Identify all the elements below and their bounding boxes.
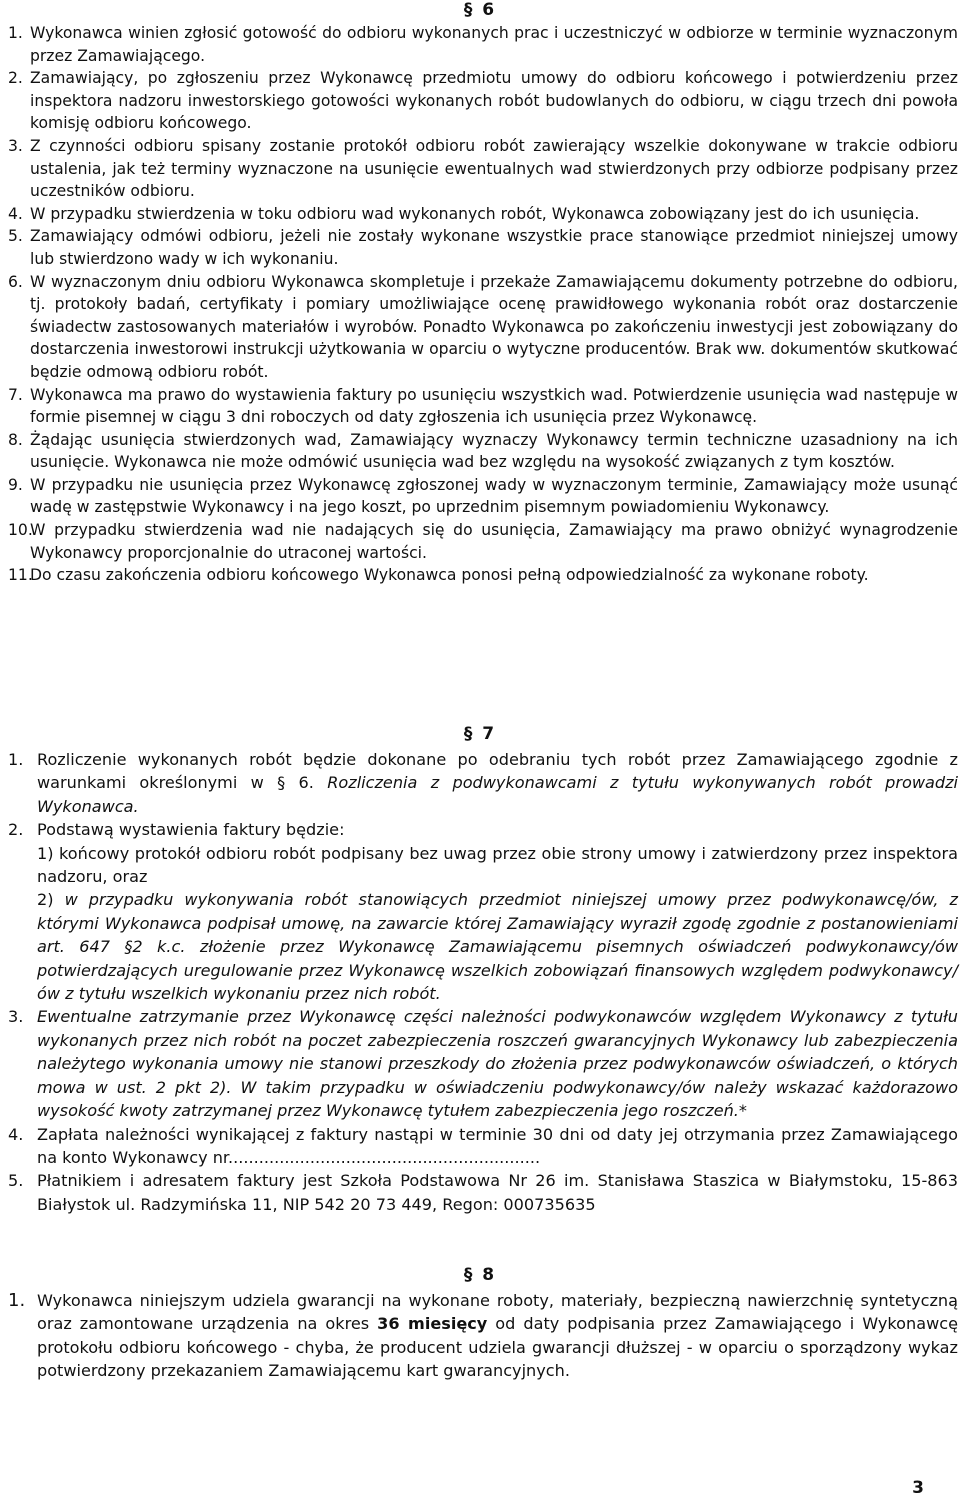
item-text: Wykonawca ma prawo do wystawienia faktury po usunięciu wszystkich wad. Potwierdzenie usunięcia wad następuje w formie pisemnej w ciągu 3 dni roboczych od daty zgłoszenia ich usunięcia przez Wykonawcę. (30, 385, 958, 427)
item-text: od daty podpisania przez Zamawiającego i Wykonawcę protokołu odbioru końcowego - chyba, że producent udziela gwarancji dłuższej - w oparciu o sporządzony wykaz potwierdzony przekazaniem Zamawiającemu kart gwarancyjnych. (37, 1314, 958, 1381)
item-number: 2. (8, 820, 24, 840)
item-text-bold: 36 miesięcy (377, 1314, 488, 1334)
sub-item-text-italic: w przypadku wykonywania robót stanowiących przedmiot niniejszej umowy przez podwykonawcę/ów, z którymi Wykonawca podpisał umowę, na zawarcie której Zamawiający wyraził zgodę zgodnie z postanowieniami art. 647 §2 k.c. złożenie przez Wykonawcę Zamawiającemu pisemnych oświadczeń podwykonawcy/ów potwierdzających uregulowanie przez Wykonawcę wszelkich zobowiązań finansowych względem podwykonawcy/ów z tytułu wszelkich wykonaniu przez nich robót. (37, 890, 958, 1004)
list-item (8, 22, 958, 67)
item-number: 4. (8, 1124, 24, 1144)
list-item (8, 1123, 958, 1170)
page-number: 3 (912, 1478, 924, 1498)
item-text-italic: Ewentualne zatrzymanie przez Wykonawcę części należności podwykonawców względem Wykonawcy z tytułu wykonanych przez nich robót na poczet zabezpieczenia roszczeń gwarancyjnych Wykonawcy lub zabezpieczenia należytego wykonania umowy nie stanowi przeszkody do złożenia przez podwykonawców oświadczeń, o których mowa w ust. 2 pkt 2). W takim przypadku w oświadczeniu podwykonawcy/ów należy wskazać każdorazowo wysokość kwoty zatrzymanej przez Wykonawcę tytułem zabezpieczenia jego roszczeń.* (37, 1007, 958, 1121)
sub-item-text: 1) końcowy protokół odbioru robót podpisany bez uwag przez obie strony umowy i zatwierdzony przez inspektora nadzoru, oraz (37, 843, 958, 887)
list-item (8, 1289, 958, 1383)
list-item (8, 1169, 958, 1216)
section-8-heading: § 8 (463, 1265, 497, 1285)
list-item (8, 1005, 958, 1122)
list-item (8, 474, 958, 519)
item-text: Zamawiający odmówi odbioru, jeżeli nie zostały wykonane wszystkie prace stanowiące przedmiot niniejszej umowy lub stwierdzono wady w ich wykonaniu. (30, 227, 958, 268)
item-text: W przypadku nie usunięcia przez Wykonawcę zgłoszonej wady w wyznaczonym terminie, Zamawiający może usunąć wadę w zastępstwie Wykonawcy i na jego koszt, po uprzednim pisemnym powiadomieniu Wykonawcy. (30, 475, 958, 517)
section-6-heading: § 6 (463, 0, 497, 20)
item-number: 8. (8, 430, 23, 449)
list-item (8, 564, 958, 587)
item-number: 10. (8, 521, 33, 540)
list-item (8, 818, 958, 1005)
item-text: Z czynności odbioru spisany zostanie protokół odbioru robót zawierający wszelkie dokonywane w trakcie odbioru ustalenia, jak też terminy wyznaczone na usunięcie ewentualnych wad stwierdzonych przy odbiorze podpisany przez uczestników odbioru. (30, 136, 958, 201)
section-8-list (8, 1289, 958, 1383)
item-number: 2. (8, 69, 23, 88)
item-text: Płatnikiem i adresatem faktury jest Szkoła Podstawowa Nr 26 im. Stanisława Staszica w Białymstoku, 15-863 Białystok ul. Radzymińska 11, NIP 542 20 73 449, Regon: 000735635 (37, 1171, 958, 1214)
sub-item-number: 2) (37, 890, 65, 910)
item-text: W wyznaczonym dniu odbioru Wykonawca skompletuje i przekaże Zamawiającemu dokumenty potrzebne do odbioru, tj. protokoły badań, certyfikaty i pomiary umożliwiające ocenę prawidłowego wykonania robót oraz dostarczenie świadectw zastosowanych materiałów i wyrobów. Ponadto Wykonawca po zakończeniu inwestycji jest zobowiązany do dostarczenia inwestorowi instrukcji użytkowania w oparciu o wytyczne producentów. Brak ww. dokumentów skutkować będzie odmową odbioru robót. (30, 272, 958, 381)
section-7-heading: § 7 (463, 724, 497, 744)
item-number: 1. (8, 750, 24, 769)
list-item (8, 519, 958, 564)
item-text-italic: Rozliczenia z podwykonawcami z tytułu wykonywanych robót prowadzi Wykonawca. (37, 773, 958, 816)
list-item (8, 203, 958, 226)
item-text: Rozliczenie wykonanych robót będzie dokonane po odebraniu tych robót przez Zamawiającego zgodnie z warunkami określonymi w § 6. (37, 750, 958, 793)
item-number: 4. (8, 204, 23, 223)
item-number: 9. (8, 475, 23, 494)
list-item (8, 748, 958, 818)
section-7-list (8, 748, 958, 1216)
item-text: Zapłata należności wynikającej z faktury nastąpi w terminie 30 dni od daty jej otrzymania przez Zamawiającego na konto Wykonawcy nr............................................................. (37, 1124, 958, 1167)
item-number: 6. (8, 272, 23, 291)
list-item (8, 67, 958, 135)
item-number: 7. (8, 385, 23, 404)
list-item (8, 429, 958, 474)
item-number: 1. (8, 24, 23, 42)
item-number: 5. (8, 1171, 24, 1191)
item-text: W przypadku stwierdzenia wad nie nadających się do usunięcia, Zamawiający ma prawo obniżyć wynagrodzenie Wykonawcy proporcjonalnie do utraconej wartości. (30, 521, 958, 562)
section-6-list (8, 22, 958, 587)
list-item (8, 225, 958, 270)
item-number: 3. (8, 136, 23, 155)
item-text: Podstawą wystawienia faktury będzie: (37, 820, 345, 840)
list-item (8, 271, 958, 384)
sub-item (37, 888, 958, 1005)
list-item (8, 135, 958, 203)
item-number: 11. (8, 566, 33, 585)
item-text: Wykonawca winien zgłosić gotowość do odbioru wykonanych prac i uczestniczyć w odbiorze w terminie wyznaczonym przez Zamawiającego. (30, 24, 958, 65)
item-text: W przypadku stwierdzenia w toku odbioru wad wykonanych robót, Wykonawca zobowiązany jest do ich usunięcia. (30, 204, 920, 223)
item-text: Wykonawca niniejszym udziela gwarancji na wykonane roboty, materiały, bezpieczną nawierzchnię syntetyczną oraz zamontowane urządzenia na okres (37, 1291, 958, 1334)
item-text: Żądając usunięcia stwierdzonych wad, Zamawiający wyznaczy Wykonawcy termin techniczne uzasadniony na ich usunięcie. Wykonawca nie może odmówić usunięcia wad bez względu na wysokość związanych z tym kosztów. (30, 430, 958, 472)
item-text: Zamawiający, po zgłoszeniu przez Wykonawcę przedmiotu umowy do odbioru końcowego i potwierdzeniu przez inspektora nadzoru inwestorskiego gotowości wykonanych robót budowlanych do odbioru, w ciągu trzech dni powoła komisję odbioru końcowego. (30, 69, 958, 133)
item-text: Do czasu zakończenia odbioru końcowego Wykonawca ponosi pełną odpowiedzialność za wykonane roboty. (30, 566, 869, 585)
item-number: 5. (8, 227, 23, 246)
item-number: 3. (8, 1007, 24, 1027)
item-number: 1. (8, 1290, 26, 1311)
list-item (8, 384, 958, 429)
